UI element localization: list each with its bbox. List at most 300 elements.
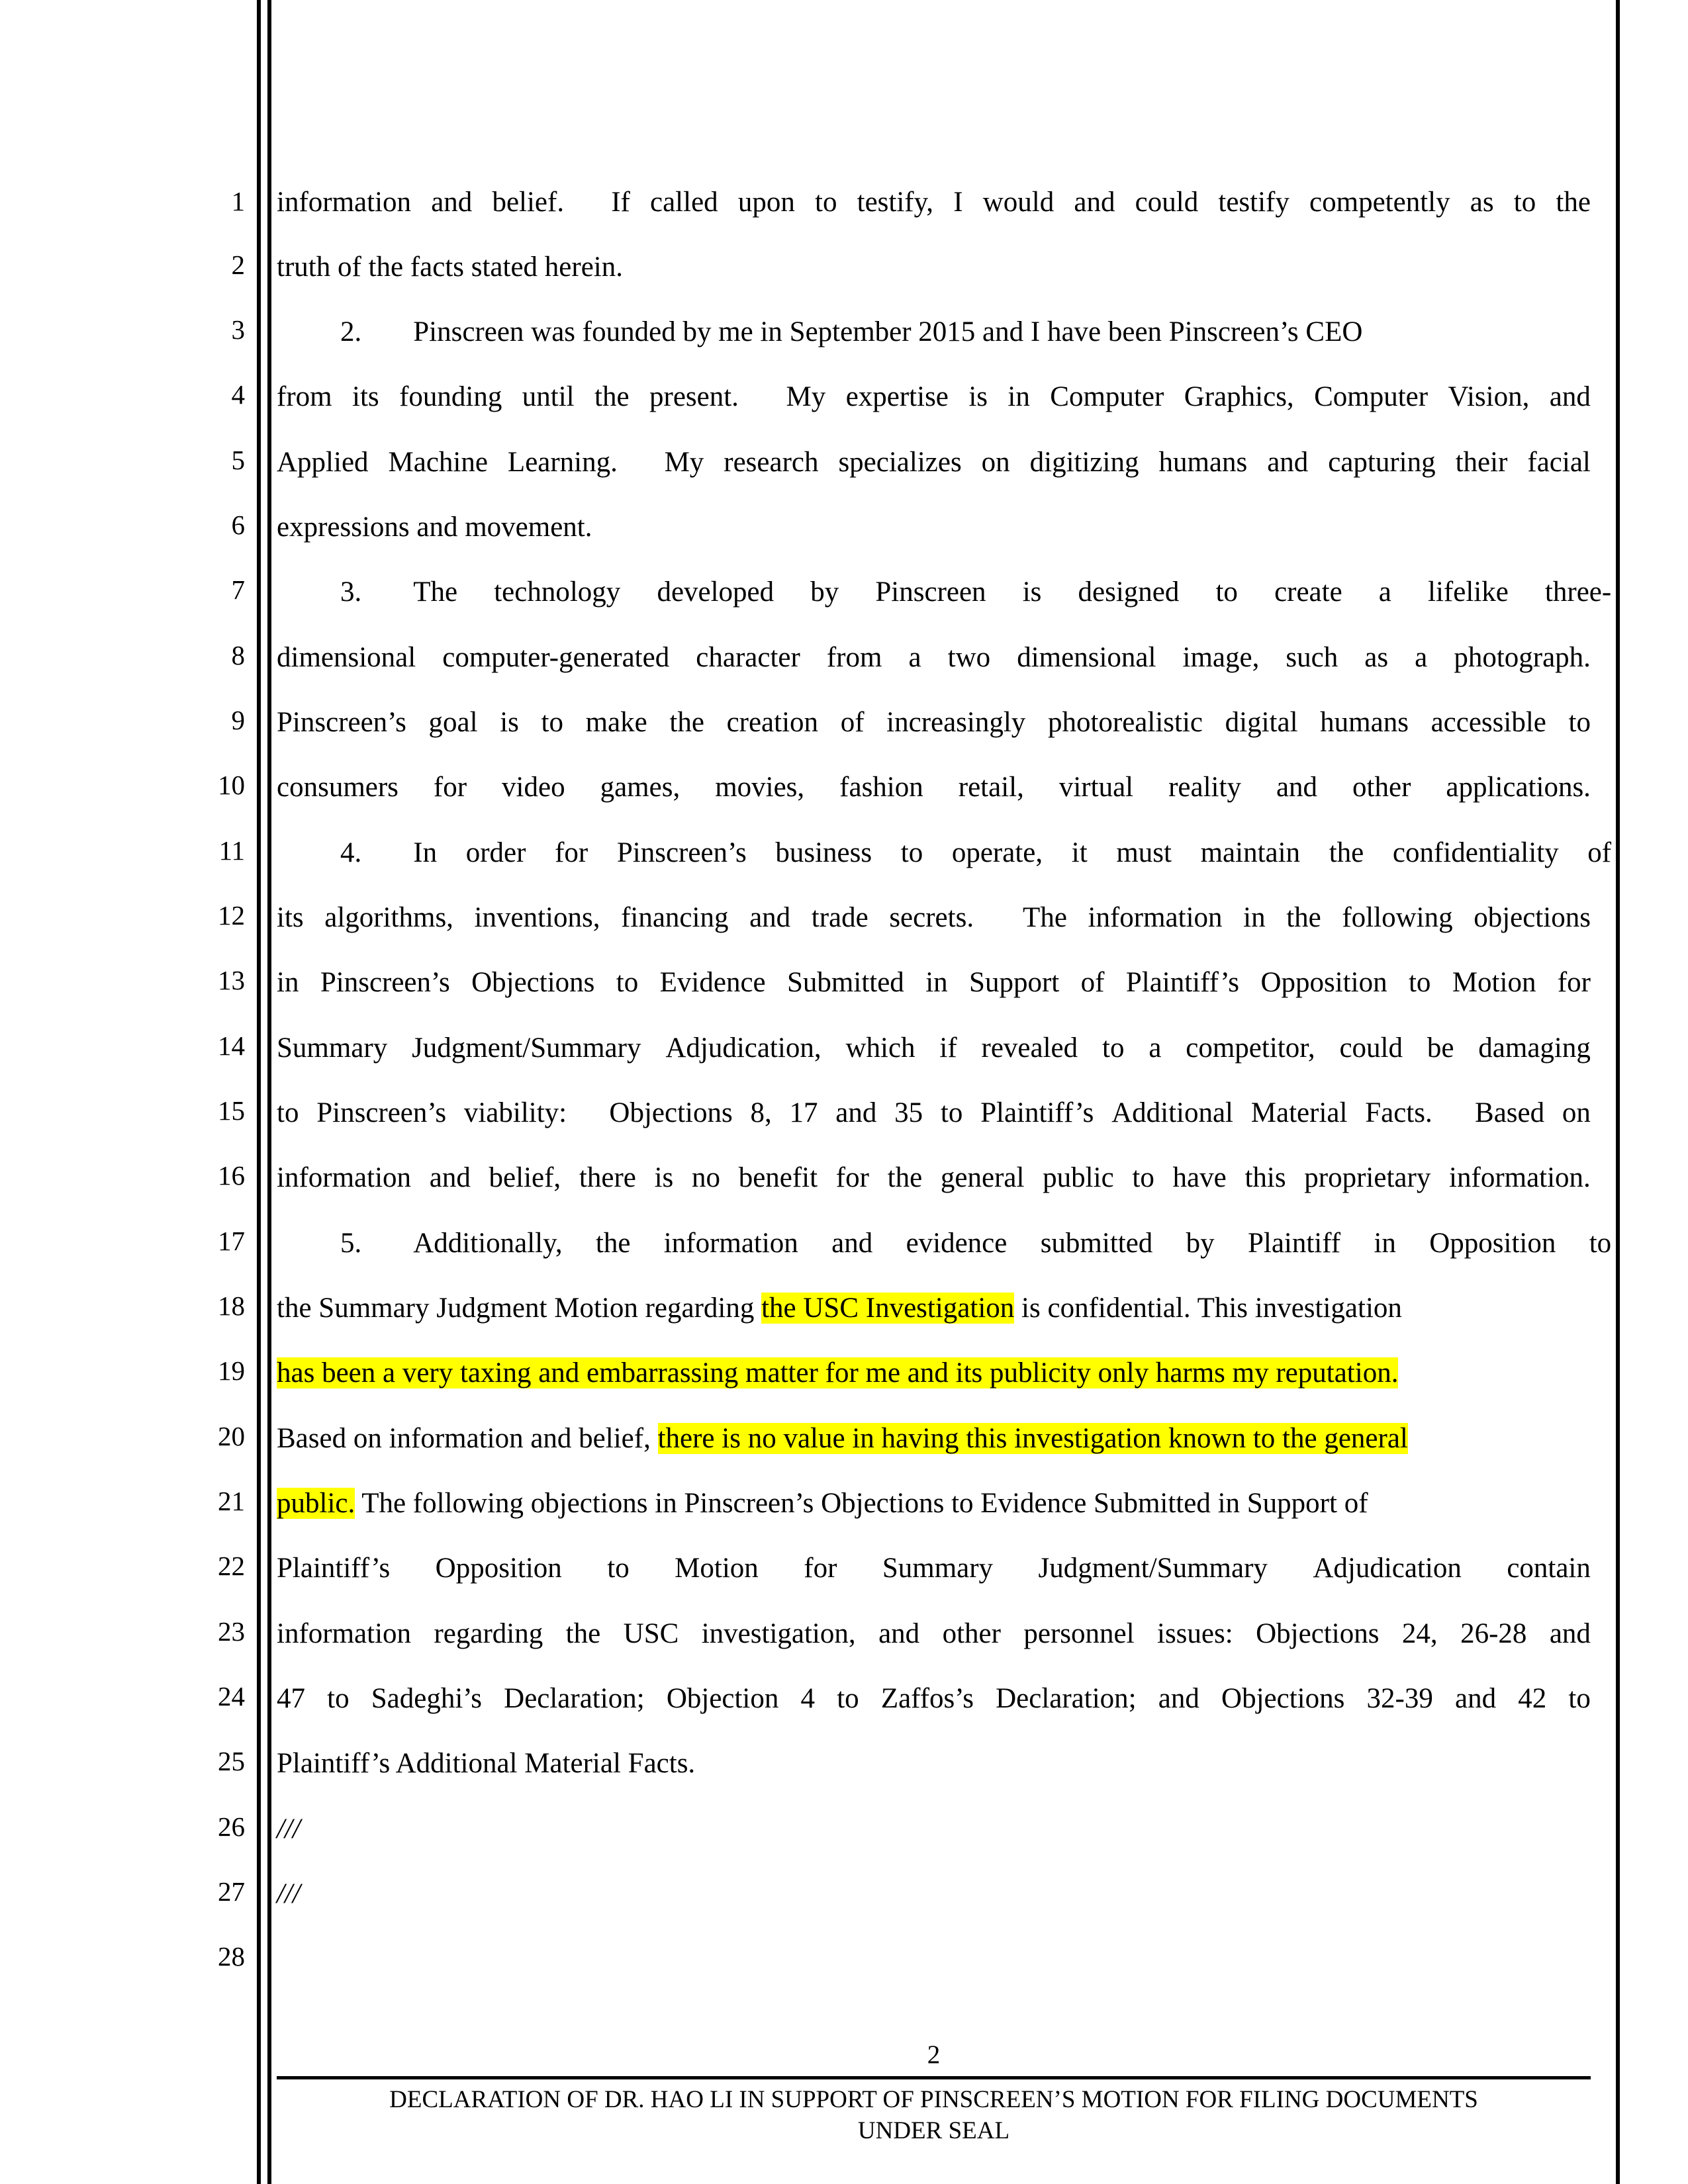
word: Support [969, 967, 1060, 998]
document-body [277, 0, 1612, 2184]
word: Pinscreen [875, 576, 986, 608]
word: Additionally, [413, 1228, 563, 1259]
word: Adjudication [1313, 1553, 1462, 1584]
word: in [1243, 902, 1266, 933]
word: this [1244, 1162, 1286, 1193]
word: goal [428, 707, 478, 738]
word: Applied [277, 447, 369, 478]
justified-row [277, 1161, 1591, 1195]
word: photograph. [1454, 642, 1591, 673]
word: if [939, 1032, 957, 1064]
footer-caption-line-2: UNDER SEAL [857, 2117, 1010, 2144]
word: objections [1474, 902, 1591, 933]
word [759, 380, 766, 414]
word: My [664, 447, 704, 478]
word [584, 185, 591, 220]
line-number: 22 [218, 1551, 245, 1581]
word: the [887, 1162, 923, 1193]
word: applications. [1446, 772, 1591, 803]
word: and [1549, 1618, 1591, 1649]
word: My [786, 381, 826, 412]
word: 42 [1518, 1683, 1547, 1714]
line-18-prefix: the Summary Judgment Motion regarding [277, 1293, 762, 1324]
line-number: 28 [218, 1941, 245, 1972]
word: 32-39 [1366, 1683, 1433, 1714]
word: Based [1475, 1097, 1545, 1128]
justified-row [277, 1096, 1591, 1130]
word: the [595, 1228, 631, 1259]
word: and [835, 1097, 877, 1128]
justified-row [277, 185, 1591, 220]
word: lifelike [1428, 576, 1509, 608]
text-line-10 [277, 770, 1591, 805]
word: three- [1544, 576, 1612, 608]
justified-row [277, 770, 1591, 805]
word: to [607, 1553, 630, 1584]
word: reality [1168, 772, 1241, 803]
word: Opposition [435, 1553, 562, 1584]
word: for [804, 1553, 837, 1584]
word: and [878, 1618, 920, 1649]
word: 26-28 [1460, 1618, 1527, 1649]
word: Computer [1314, 381, 1429, 412]
word: general [940, 1162, 1025, 1193]
word: games, [600, 772, 680, 803]
word: capturing [1328, 447, 1436, 478]
word: proprietary [1304, 1162, 1431, 1193]
line-number: 16 [218, 1160, 245, 1191]
word: Machine [388, 447, 488, 478]
word: Declaration; [504, 1683, 645, 1714]
word: founding [399, 381, 502, 412]
word: other [1352, 772, 1411, 803]
word [637, 445, 645, 480]
word: dimensional [1017, 642, 1156, 673]
word: there [579, 1162, 636, 1193]
justified-row [277, 1682, 1591, 1716]
word: Evidence [659, 967, 766, 998]
word: in [277, 967, 299, 998]
right-margin-rule [1616, 0, 1620, 2184]
text-line-22 [277, 1551, 1591, 1586]
word: for [433, 772, 467, 803]
justified-row [277, 1551, 1591, 1586]
paragraph-number-2: 2. [340, 316, 362, 347]
line-20-prefix: Based on information and belief, [277, 1423, 658, 1454]
word: character [696, 642, 800, 673]
paragraph-number-3: 3. [340, 576, 362, 608]
word: virtual [1058, 772, 1134, 803]
word: and [429, 1162, 471, 1193]
word: in [925, 967, 948, 998]
word: from [826, 642, 882, 673]
word: and [1267, 447, 1309, 478]
word: present. [649, 381, 739, 412]
word: and [1549, 381, 1591, 412]
word: maintain [1200, 837, 1301, 868]
text-line-25: Plaintiff’s Additional Material Facts. [277, 1748, 696, 1779]
justified-row [277, 1031, 1591, 1066]
word: humans [1158, 447, 1248, 478]
word: have [1172, 1162, 1227, 1193]
justified-row [277, 901, 1591, 935]
text-line-12 [277, 901, 1591, 935]
word: is [1022, 576, 1042, 608]
word: following [1342, 902, 1453, 933]
justified-row [413, 1226, 1611, 1261]
text-line-14 [277, 1031, 1591, 1066]
word: Pinscreen’s [320, 967, 450, 998]
word: contain [1507, 1553, 1591, 1584]
word: trade [811, 902, 868, 933]
highlight-usc-investigation: the USC Investigation [761, 1293, 1015, 1324]
word: in [1008, 381, 1030, 412]
line-number: 9 [231, 705, 245, 735]
text-line-7 [277, 575, 1612, 610]
text-line-1 [277, 185, 1591, 220]
left-margin-rule-outer [257, 0, 261, 2184]
word: confidentiality [1392, 837, 1559, 868]
word: Plaintiff [1247, 1228, 1341, 1259]
word: and [1074, 187, 1115, 218]
word: and [749, 902, 791, 933]
word: inventions, [474, 902, 600, 933]
word: viability: [463, 1097, 567, 1128]
word: other [942, 1618, 1001, 1649]
word [995, 901, 1002, 935]
word: Motion [1452, 967, 1536, 998]
word: public [1043, 1162, 1114, 1193]
justified-row [413, 575, 1611, 610]
paragraph-number-5: 5. [340, 1228, 362, 1259]
word: USC [623, 1618, 679, 1649]
word: Material [1250, 1097, 1348, 1128]
text-line-27-slashes: /// [277, 1878, 301, 1909]
paragraph-2-text: Pinscreen was founded by me in September 2015 and I have been Pinscreen’s CEO [413, 316, 1363, 347]
word: digitizing [1029, 447, 1139, 478]
word: to [1132, 1162, 1154, 1193]
word: designed [1078, 576, 1180, 608]
text-line-17 [277, 1226, 1612, 1261]
line-number-gutter [185, 0, 245, 2184]
justified-row [413, 836, 1611, 870]
word: to [1589, 1228, 1612, 1259]
word: movies, [715, 772, 805, 803]
word: on [1562, 1097, 1591, 1128]
text-line-18 [277, 1291, 1591, 1326]
word: it [1071, 837, 1088, 868]
word: to [940, 1097, 963, 1128]
word: the [1286, 902, 1321, 933]
word: operate, [951, 837, 1043, 868]
word: I [953, 187, 963, 218]
text-line-20 [277, 1422, 1591, 1456]
word: 8, [750, 1097, 772, 1128]
word: Plaintiff’s [980, 1097, 1094, 1128]
word: Opposition [1429, 1228, 1556, 1259]
word: by [810, 576, 839, 608]
word: to [900, 837, 923, 868]
line-number: 15 [218, 1095, 245, 1126]
word: as [1364, 642, 1389, 673]
line-number: 19 [218, 1355, 245, 1386]
word: algorithms, [324, 902, 453, 933]
word: a [1378, 576, 1391, 608]
word: is [968, 381, 988, 412]
word: could [1339, 1032, 1403, 1064]
word: information [277, 187, 412, 218]
word: Graphics, [1184, 381, 1294, 412]
word: dimensional [277, 642, 416, 673]
word: of [840, 707, 865, 738]
word: no [691, 1162, 720, 1193]
justified-row [277, 1617, 1591, 1651]
word: Computer [1050, 381, 1164, 412]
word: photorealistic [1047, 707, 1203, 738]
justified-row [277, 966, 1591, 1000]
justified-row [277, 641, 1591, 675]
word: two [947, 642, 991, 673]
word: would [982, 187, 1055, 218]
word: called [650, 187, 718, 218]
text-line-8 [277, 641, 1591, 675]
line-number: 17 [218, 1226, 245, 1256]
word: humans [1320, 707, 1409, 738]
word: Judgment/Summary [412, 1032, 641, 1064]
word: revealed [981, 1032, 1078, 1064]
highlight-no-value-general: there is no value in having this investigation known to the general [657, 1423, 1408, 1454]
word: evidence [906, 1228, 1008, 1259]
word: a [1149, 1032, 1162, 1064]
word: Opposition [1260, 967, 1387, 998]
word: of [1080, 967, 1105, 998]
line-number: 27 [218, 1876, 245, 1907]
word: competitor, [1186, 1032, 1315, 1064]
line-number: 5 [231, 445, 245, 475]
text-line-6: expressions and movement. [277, 512, 592, 543]
word: Vision, [1448, 381, 1530, 412]
text-line-15 [277, 1096, 1591, 1130]
word: expertise [845, 381, 949, 412]
word: to [1215, 576, 1238, 608]
footer-rule [277, 2076, 1591, 2079]
word: which [845, 1032, 915, 1064]
word: a [1415, 642, 1428, 673]
word: and [1276, 772, 1318, 803]
word: to [1568, 1683, 1591, 1714]
text-line-9 [277, 705, 1591, 740]
text-line-13 [277, 966, 1591, 1000]
word: business [775, 837, 872, 868]
word: to [616, 967, 639, 998]
word: to [815, 187, 837, 218]
word: the [1556, 187, 1591, 218]
text-line-3 [277, 315, 1591, 349]
word: to [1513, 187, 1536, 218]
line-number: 26 [218, 1811, 245, 1842]
word: Objections [609, 1097, 733, 1128]
text-line-4 [277, 380, 1591, 414]
word: the [1329, 837, 1364, 868]
word: its [352, 381, 379, 412]
word: upon [737, 187, 795, 218]
word: accessible [1430, 707, 1546, 738]
word: and [1158, 1683, 1199, 1714]
word: be [1427, 1032, 1454, 1064]
word: Summary [277, 1032, 388, 1064]
word: a [908, 642, 921, 673]
highlight-taxing-embarrassing: has been a very taxing and embarrassing matter for me and its publicity only harms my reputation. [277, 1357, 1399, 1388]
word: benefit [738, 1162, 818, 1193]
word: retail, [958, 772, 1024, 803]
word: Pinscreen’s [316, 1097, 447, 1128]
text-line-11 [277, 836, 1612, 870]
line-18-suffix: is confidential. This investigation [1014, 1293, 1402, 1324]
word: Objections [1256, 1618, 1380, 1649]
word: financing [621, 902, 729, 933]
word: 35 [894, 1097, 923, 1128]
word: Plaintiff’s [277, 1553, 391, 1584]
word: image, [1182, 642, 1260, 673]
word: information [1088, 902, 1223, 933]
word: video [502, 772, 565, 803]
line-number: 23 [218, 1616, 245, 1647]
word: Objections [471, 967, 595, 998]
word: regarding [434, 1618, 543, 1649]
line-number: 14 [218, 1030, 245, 1061]
word: to [1102, 1032, 1125, 1064]
word: Summary [882, 1553, 994, 1584]
word: as [1470, 187, 1494, 218]
word: investigation, [701, 1618, 856, 1649]
word: Adjudication, [665, 1032, 821, 1064]
word: Objection [666, 1683, 779, 1714]
word: If [611, 187, 630, 218]
text-line-26-slashes: /// [277, 1813, 301, 1844]
word: such [1286, 642, 1338, 673]
word [1450, 1096, 1458, 1130]
word: The [1023, 902, 1067, 933]
text-line-21 [277, 1486, 1591, 1521]
word: Learning. [507, 447, 618, 478]
line-number: 21 [218, 1486, 245, 1516]
line-number: 10 [218, 770, 245, 800]
word: in [1374, 1228, 1396, 1259]
line-number: 11 [218, 835, 245, 866]
word: 17 [789, 1097, 818, 1128]
word: for [555, 837, 588, 868]
line-number: 3 [231, 314, 245, 345]
word: competently [1309, 187, 1450, 218]
line-number: 24 [218, 1681, 245, 1711]
footer-caption-line-1: DECLARATION OF DR. HAO LI IN SUPPORT OF PINSCREEN’S MOTION FOR FILING DOCUMENTS [389, 2086, 1478, 2113]
word: the [669, 707, 704, 738]
word: personnel [1023, 1618, 1135, 1649]
word: increasingly [886, 707, 1026, 738]
word: belief, [489, 1162, 561, 1193]
word: information. [1449, 1162, 1591, 1193]
word: and [431, 187, 473, 218]
word: computer-generated [442, 642, 670, 673]
line-number: 18 [218, 1291, 245, 1321]
justified-row [277, 705, 1591, 740]
word: its [277, 902, 304, 933]
justified-row [277, 380, 1591, 414]
word: to [327, 1683, 350, 1714]
word: submitted [1040, 1228, 1153, 1259]
text-line-24 [277, 1682, 1591, 1716]
word: damaging [1478, 1032, 1591, 1064]
line-number: 7 [231, 574, 245, 605]
line-number: 6 [231, 510, 245, 540]
word: could [1135, 187, 1199, 218]
word: Facts. [1365, 1097, 1432, 1128]
word: 24, [1401, 1618, 1438, 1649]
word: 47 [277, 1683, 305, 1714]
word: for [835, 1162, 869, 1193]
page-number: 2 [927, 2040, 941, 2069]
word: to [837, 1683, 859, 1714]
word: Plaintiff’s [1125, 967, 1240, 998]
line-number: 13 [218, 965, 245, 995]
line-number: 8 [231, 640, 245, 670]
word: to [277, 1097, 299, 1128]
word: until [522, 381, 575, 412]
word: testify [1218, 187, 1289, 218]
line-number: 25 [218, 1746, 245, 1776]
word: Judgment/Summary [1038, 1553, 1268, 1584]
word: is [500, 707, 519, 738]
line-21-suffix: The following objections in Pinscreen’s Objections to Evidence Submitted in Support of [355, 1488, 1368, 1519]
word: issues: [1157, 1618, 1233, 1649]
word: to [1568, 707, 1591, 738]
word: for [1557, 967, 1591, 998]
word: developed [657, 576, 774, 608]
text-line-19 [277, 1356, 1591, 1390]
word: belief. [492, 187, 565, 218]
word: In [413, 837, 438, 868]
line-number: 1 [231, 186, 245, 216]
word: digital [1225, 707, 1298, 738]
word: specializes [838, 447, 962, 478]
word: technology [494, 576, 621, 608]
word: must [1116, 837, 1172, 868]
word: information [277, 1162, 412, 1193]
justified-row [277, 445, 1591, 480]
text-line-23 [277, 1617, 1591, 1651]
word: and [1454, 1683, 1497, 1714]
word: facial [1527, 447, 1591, 478]
word: is [654, 1162, 674, 1193]
word: Additional [1111, 1097, 1234, 1128]
word: testify, [857, 187, 934, 218]
word: Pinscreen’s [277, 707, 406, 738]
word: Motion [675, 1553, 759, 1584]
line-number: 12 [218, 900, 245, 931]
line-number: 2 [231, 250, 245, 280]
word: by [1186, 1228, 1215, 1259]
word [585, 1096, 592, 1130]
word: 4 [800, 1683, 816, 1714]
word: to [541, 707, 563, 738]
word: Objections [1221, 1683, 1345, 1714]
word: Zaffos’s [880, 1683, 974, 1714]
line-number: 20 [218, 1421, 245, 1451]
word: the [594, 381, 630, 412]
text-line-16 [277, 1161, 1591, 1195]
text-line-2: truth of the facts stated herein. [277, 251, 623, 283]
word: consumers [277, 772, 399, 803]
